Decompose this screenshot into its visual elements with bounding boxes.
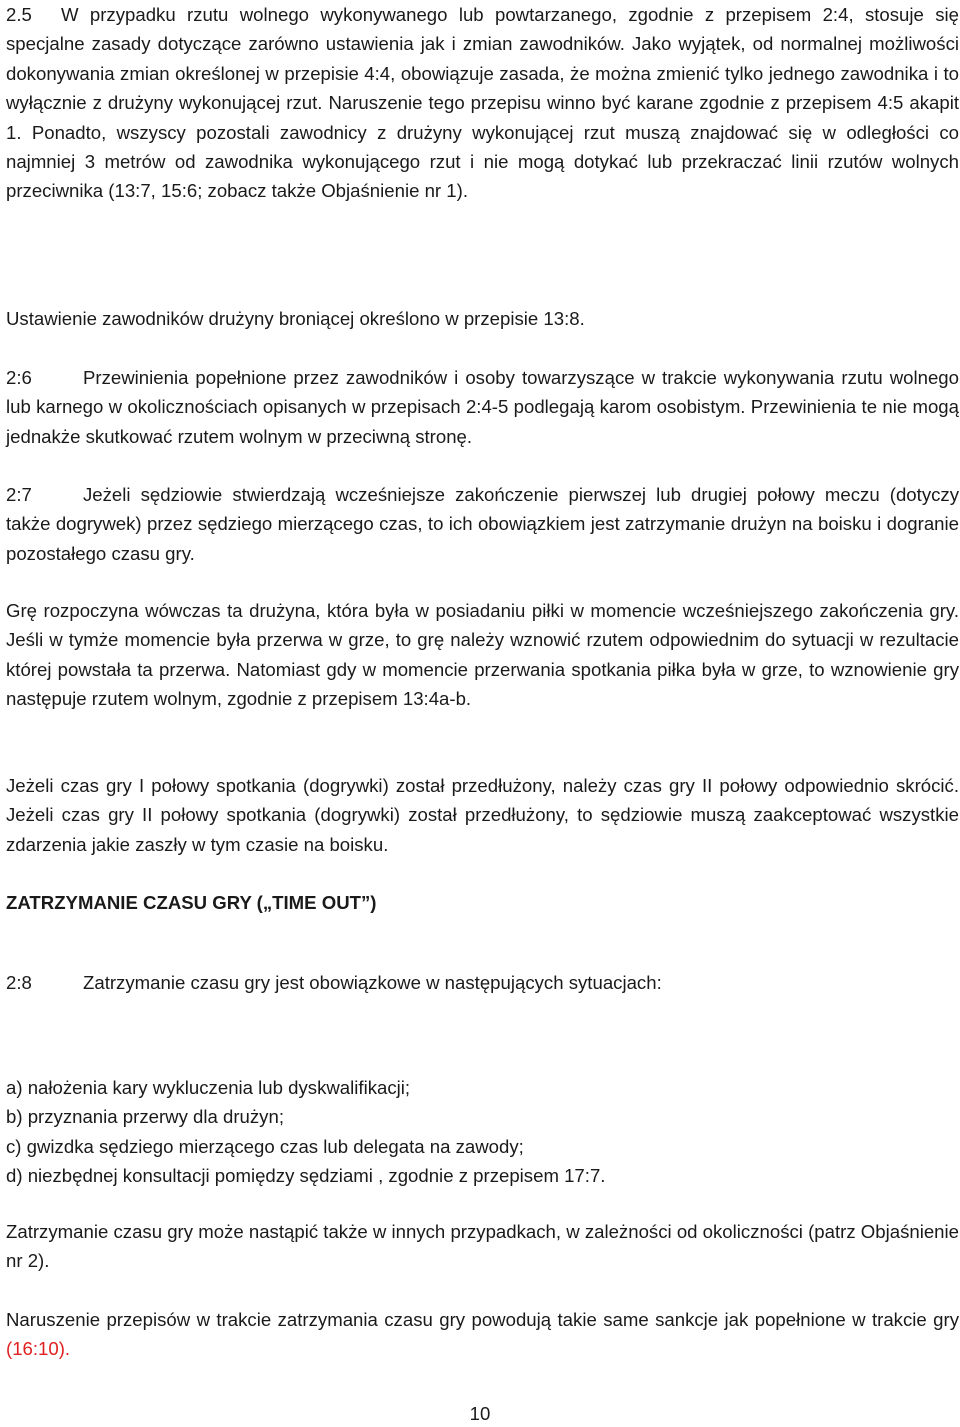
paragraph-restart: Grę rozpoczyna wówczas ta drużyna, która była w posiadaniu piłki w momencie wcześniejszego zakończenia gry. Jeśli w tymże momencie była przerwa w grze, to grę należy wznowić rzutem odpowiednim do sytuacji w rezultacie której powstała ta przerwa. Natomiast gdy w momencie przerwania spotkania piłka była w grze, to wznowienie gry następuje rzutem wolnym, zgodnie z przepisem 13:4a-b. bbox=[6, 600, 959, 710]
paragraph-defence: Ustawienie zawodników drużyny broniącej określono w przepisie 13:8. bbox=[6, 308, 585, 329]
list-item: c) gwizdka sędziego mierzącego czas lub delegata na zawody; bbox=[6, 1135, 524, 1157]
paragraph-text: Jeżeli sędziowie stwierdzają wcześniejsze zakończenie pierwszej lub drugiej połowy meczu (dotyczy także dogrywek) przez sędziego mierzącego czas, to ich obowiązkiem jest zatrzymanie drużyn na boisku i dogranie pozostałego czasu gry. bbox=[6, 484, 959, 564]
list-item: b) przyznania przerwy dla drużyn; bbox=[6, 1106, 284, 1128]
rule-reference: (16:10). bbox=[6, 1338, 71, 1360]
page-number: 10 bbox=[469, 1403, 491, 1424]
section-heading: ZATRZYMANIE CZASU GRY („TIME OUT”) bbox=[6, 892, 377, 913]
paragraph-2-5 bbox=[6, 0, 959, 206]
paragraph-sanctions bbox=[6, 1305, 959, 1364]
paragraph-2-7 bbox=[6, 480, 959, 568]
paragraph-2-6 bbox=[6, 363, 959, 451]
paragraph-other-cases: Zatrzymanie czasu gry może nastąpić także w innych przypadkach, w zależności od okoliczności (patrz Objaśnienie nr 2). bbox=[6, 1221, 959, 1272]
paragraph-number: 2:6 bbox=[6, 367, 32, 388]
paragraph-number: 2:8 bbox=[6, 972, 32, 993]
paragraph-time: Jeżeli czas gry I połowy spotkania (dogrywki) został przedłużony, należy czas gry II połowy odpowiednio skrócić. Jeżeli czas gry II połowy spotkania (dogrywki) został przedłużony, to sędziowie muszą zaakceptować wszystkie zdarzenia jakie zaszły w tym czasie na boisku. bbox=[6, 775, 959, 855]
paragraph-2-8 bbox=[6, 968, 959, 997]
paragraph-text: Naruszenie przepisów w trakcie zatrzymania czasu gry powodują takie same sankcje jak popełnione w trakcie gry bbox=[6, 1309, 959, 1330]
paragraph-number: 2:7 bbox=[6, 484, 32, 505]
paragraph-text: Przewinienia popełnione przez zawodników i osoby towarzyszące w trakcie wykonywania rzutu wolnego lub karnego w okolicznościach opisanych w przepisach 2:4-5 podlegają karom osobistym. Przewinienia te nie mogą jednakże skutkować rzutem wolnym w przeciwną stronę. bbox=[6, 367, 959, 447]
paragraph-text: Zatrzymanie czasu gry jest obowiązkowe w następujących sytuacjach: bbox=[83, 972, 662, 993]
paragraph-text: W przypadku rzutu wolnego wykonywanego lub powtarzanego, zgodnie z przepisem 2:4, stosuje się specjalne zasady dotyczące zarówno ustawienia jak i zmian zawodników. Jako wyjątek, od normalnej możliwości dokonywania zmian określonej w przepisie 4:4, obowiązuje zasada, że można zmienić tylko jednego zawodnika i to wyłącznie z drużyny wykonującej rzut. Naruszenie tego przepisu winno być karane zgodnie z przepisem 4:5 akapit 1. Ponadto, wszyscy pozostali zawodnicy z drużyny wykonującej rzut muszą znajdować się w odległości co najmniej 3 metrów od zawodnika wykonującego rzut i nie mogą dotykać lub przekraczać linii rzutów wolnych przeciwnika (13:7, 15:6; zobacz także Objaśnienie nr 1). bbox=[6, 4, 959, 202]
list-item: a) nałożenia kary wykluczenia lub dyskwalifikacji; bbox=[6, 1077, 411, 1098]
paragraph-number: 2.5 bbox=[6, 4, 32, 25]
list-item: d) niezbędnej konsultacji pomiędzy sędziami , zgodnie z przepisem 17:7. bbox=[6, 1165, 606, 1187]
situation-list bbox=[6, 1073, 959, 1191]
